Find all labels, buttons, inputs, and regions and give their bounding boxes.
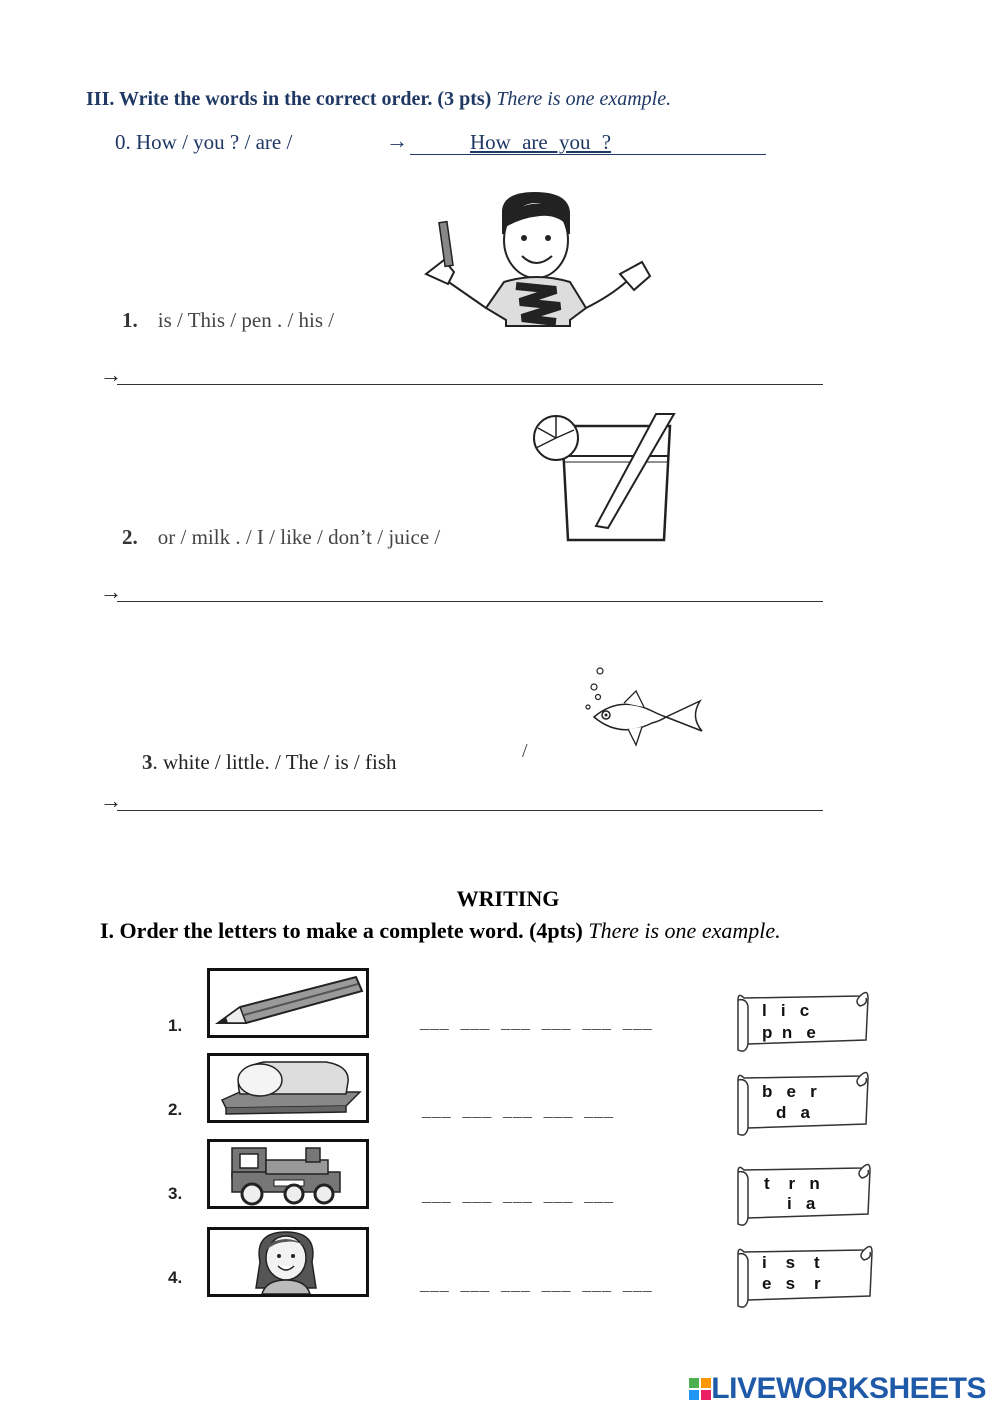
answer-1-line[interactable] bbox=[117, 384, 823, 385]
item-3-blanks[interactable]: ___ ___ ___ ___ ___ bbox=[422, 1187, 615, 1204]
item-1-letters-top: l i c bbox=[762, 1001, 810, 1020]
item-1-number: 1. bbox=[168, 1016, 183, 1035]
item-4-blanks[interactable]: ___ ___ ___ ___ ___ ___ bbox=[420, 1276, 653, 1293]
item-2-letters-top: b e r bbox=[762, 1082, 817, 1101]
item-2-letters-bottom: d a bbox=[776, 1103, 811, 1122]
question-1: 1. is / This / pen . / his / bbox=[122, 308, 335, 332]
item-2-blanks[interactable]: ___ ___ ___ ___ ___ bbox=[422, 1102, 615, 1119]
item-2-picture bbox=[207, 1053, 369, 1123]
girl-icon bbox=[210, 1230, 366, 1294]
question-3: 3. white / little. / The / is / fish bbox=[142, 750, 397, 774]
section3-title: III. Write the words in the correct order. (3 pts) There is one example. bbox=[86, 88, 672, 110]
item-4-letters-top: i s t bbox=[762, 1253, 820, 1272]
writing-heading: WRITING bbox=[456, 886, 560, 911]
answer-2-line[interactable] bbox=[117, 601, 823, 602]
item-1-blanks[interactable]: ___ ___ ___ ___ ___ ___ bbox=[420, 1014, 653, 1031]
pencil-icon bbox=[210, 971, 366, 1035]
answer-3-arrow-icon: → bbox=[100, 788, 122, 813]
fish-illustration bbox=[580, 665, 710, 755]
answer-2-arrow-icon: → bbox=[100, 579, 122, 604]
item-3-letters-top: t r n bbox=[764, 1174, 820, 1193]
juice-glass-illustration bbox=[528, 410, 678, 545]
item-3-letters-bottom: i a bbox=[787, 1194, 816, 1213]
item-2-number: 2. bbox=[168, 1100, 183, 1119]
train-icon bbox=[210, 1142, 366, 1206]
example-arrow-icon: → bbox=[386, 128, 408, 153]
bread-icon bbox=[210, 1056, 366, 1120]
example-answer: How are you ? bbox=[470, 130, 612, 154]
logo-grid-icon bbox=[689, 1378, 711, 1400]
item-4-letters-bottom: e s r bbox=[762, 1274, 821, 1293]
question-3-extra: / bbox=[522, 740, 528, 762]
question-2: 2. or / milk . / I / like / don’t / juice / bbox=[122, 525, 441, 549]
item-3-picture bbox=[207, 1139, 369, 1209]
answer-1-arrow-icon: → bbox=[100, 362, 122, 387]
item-1-letters-bottom: p n e bbox=[762, 1023, 816, 1042]
example-prompt: 0. How / you ? / are / bbox=[115, 130, 293, 154]
item-1-scroll bbox=[732, 988, 872, 1054]
answer-3-line[interactable] bbox=[117, 810, 823, 811]
writing-title: I. Order the letters to make a complete word. (4pts) There is one example. bbox=[100, 918, 781, 943]
item-4-picture bbox=[207, 1227, 369, 1297]
item-3-number: 3. bbox=[168, 1184, 183, 1203]
boy-with-pen-illustration bbox=[420, 190, 660, 330]
item-4-number: 4. bbox=[168, 1268, 183, 1287]
item-1-picture bbox=[207, 968, 369, 1038]
liveworksheets-logo[interactable]: LIVEWORKSHEETS bbox=[689, 1372, 986, 1406]
